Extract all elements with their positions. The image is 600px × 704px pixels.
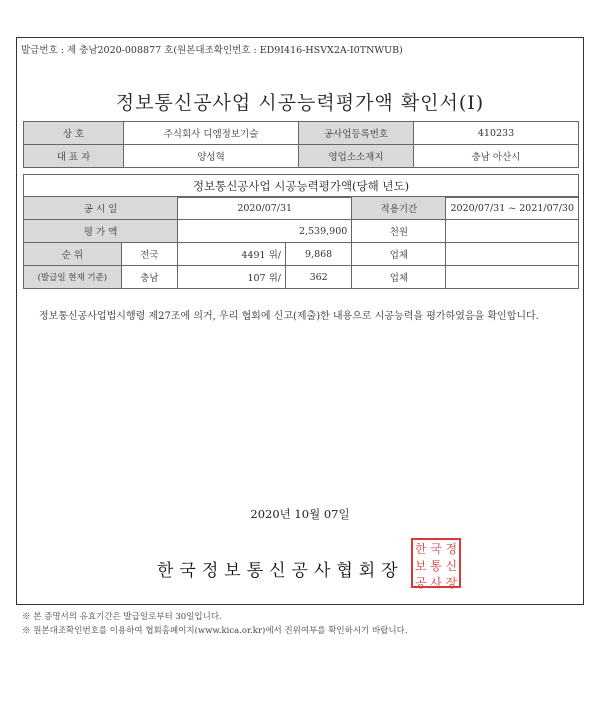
- amount-row: [24, 220, 579, 243]
- note-validity: ※ 본 증명서의 유효기간은 발급일로부터 30일입니다.: [22, 612, 222, 622]
- official-seal-stamp: 한 국 정 보 통 신 공 사 장: [411, 538, 461, 588]
- rank-empty-cell: [446, 266, 579, 289]
- rank-value: 107 위/: [178, 266, 286, 289]
- company-row-2: [24, 145, 579, 168]
- registration-number: 410233: [414, 122, 579, 145]
- rank-total: 362: [285, 266, 351, 289]
- amount-unit: 천원: [352, 220, 446, 243]
- notice-date: 2020/07/31: [178, 197, 352, 220]
- certificate-document: [16, 37, 584, 605]
- rank-unit: 업체: [352, 243, 446, 266]
- issue-number-line: 발급번호 : 제 충남2020-008877 호(원본대조확인번호 : ED9I416-HSVX2A-I0TNWUB): [21, 45, 403, 56]
- rank-basis-label: (발급일 현재 기준): [24, 266, 122, 289]
- rank-row-province: [24, 266, 579, 289]
- application-period: 2020/07/31 ~ 2021/07/30: [446, 197, 579, 220]
- rank-region: 전국: [121, 243, 177, 266]
- notice-row: [24, 197, 579, 220]
- rank-label: 순 위: [24, 243, 122, 266]
- registration-label: 공사업등록번호: [299, 122, 414, 145]
- rank-region: 충남: [121, 266, 177, 289]
- rank-unit: 업체: [352, 266, 446, 289]
- representative-name: 양성혁: [124, 145, 299, 168]
- rank-empty-cell: [446, 243, 579, 266]
- document-title: 정보통신공사업 시공능력평가액 확인서(Ⅰ): [115, 92, 485, 114]
- rank-row-national: [24, 243, 579, 266]
- rank-value: 4491 위/: [178, 243, 286, 266]
- confirmation-statement: 정보통신공사업법시행령 제27조에 의거, 우리 협회에 신고(제출)한 내용으로 시공능력을 평가하였음을 확인합니다.: [39, 311, 539, 322]
- evaluation-table: [23, 196, 579, 289]
- company-name-label: 상 호: [24, 122, 124, 145]
- period-label: 적용기간: [352, 197, 446, 220]
- issue-date: 2020년 10월 07일: [250, 507, 350, 521]
- company-row-1: [24, 122, 579, 145]
- representative-label: 대 표 자: [24, 145, 124, 168]
- notice-date-label: 공 시 일: [24, 197, 178, 220]
- evaluation-section-title: 정보통신공사업 시공능력평가액(당해 년도): [23, 174, 579, 198]
- business-location: 충남 아산시: [414, 145, 579, 168]
- rank-total: 9,868: [285, 243, 351, 266]
- company-info-table: [23, 121, 579, 168]
- amount-label: 평 가 액: [24, 220, 178, 243]
- evaluation-amount: 2,539,900: [178, 220, 352, 243]
- footer-notes: [22, 610, 408, 638]
- company-name: 주식회사 디엠정보기술: [124, 122, 299, 145]
- location-label: 영업소소재지: [299, 145, 414, 168]
- issuing-organization: 한국정보통신공사협회장: [157, 561, 404, 581]
- amount-empty-cell: [446, 220, 579, 243]
- note-verification: ※ 원본대조확인번호를 이용하여 협회홈페이지(www.kica.or.kr)에서 진위여부를 확인하시기 바랍니다.: [22, 626, 408, 636]
